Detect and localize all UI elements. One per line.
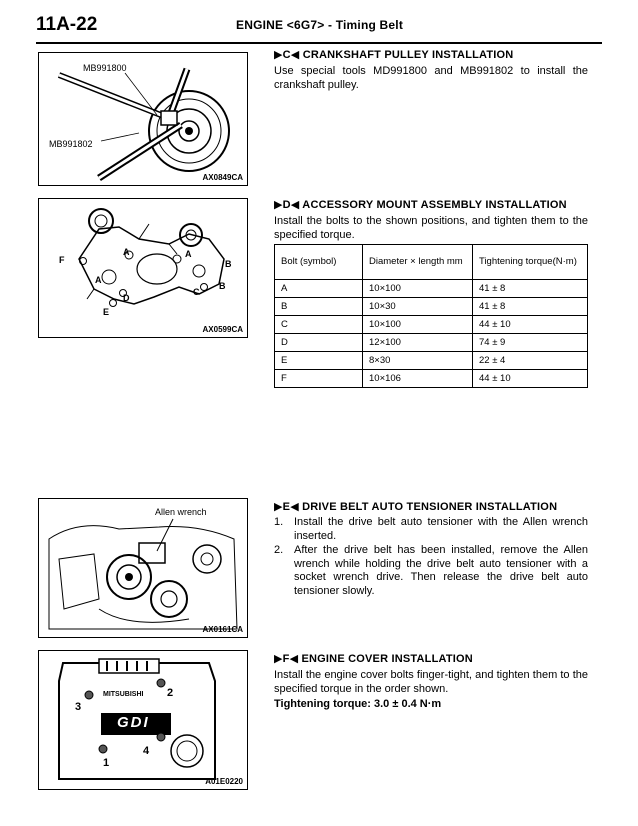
column-header-bolt: Bolt (symbol)	[275, 245, 363, 280]
column-header-torque: Tightening torque(N·m)	[473, 245, 588, 280]
step-text: After the drive belt has been installed, remove the Allen wrench while holding the drive belt auto tensioner with a socket wrench drive. Then release the drive belt auto tensioner slowly.	[294, 544, 588, 597]
table-cell: 41 ± 8	[473, 298, 588, 316]
torque-spec: Tightening torque: 3.0 ± 0.4 N·m	[274, 698, 442, 710]
crankshaft-pulley-illustration	[39, 53, 248, 186]
table-cell: 74 ± 9	[473, 334, 588, 352]
crankshaft-pulley-figure	[38, 52, 248, 186]
table-cell: 44 ± 10	[473, 316, 588, 334]
step-number: 2.	[274, 544, 284, 556]
torque-table	[274, 244, 588, 388]
table-row	[275, 334, 588, 352]
bolt-letter-b: B	[225, 259, 232, 269]
tensioner-illustration	[39, 499, 248, 638]
step-number: 1.	[274, 516, 284, 528]
table-cell: D	[275, 334, 363, 352]
table-cell: 12×100	[363, 334, 473, 352]
bolt-letter-a: A	[185, 249, 192, 259]
section-e-heading: ▶E◀ DRIVE BELT AUTO TENSIONER INSTALLATION	[274, 501, 558, 513]
section-c-body: Use special tools MD991800 and MB991802 to install the crankshaft pulley.	[274, 65, 588, 91]
section-d-heading: ▶D◀ ACCESSORY MOUNT ASSEMBLY INSTALLATION	[274, 199, 567, 211]
table-cell: 10×100	[363, 316, 473, 334]
table-row	[275, 280, 588, 298]
page-header	[36, 10, 602, 44]
bolt-letter-b: B	[219, 281, 226, 291]
table-cell: A	[275, 280, 363, 298]
gdi-logo: GDI	[117, 714, 150, 731]
step-text: Install the drive belt auto tensioner with the Allen wrench inserted.	[294, 516, 588, 542]
tool-callout-mb991800: MB991800	[83, 63, 127, 73]
table-cell: E	[275, 352, 363, 370]
table-cell: 44 ± 10	[473, 370, 588, 388]
bolt-letter-a: A	[95, 275, 102, 285]
bolt-letter-a: A	[123, 247, 130, 257]
tighten-order-4: 4	[143, 745, 150, 757]
section-f-body: Install the engine cover bolts finger-tight, and tighten them to the specified torque in the order shown.	[274, 669, 588, 695]
tighten-order-3: 3	[75, 701, 82, 713]
table-cell: 22 ± 4	[473, 352, 588, 370]
bolt-letter-c: C	[193, 287, 200, 297]
list-item	[274, 544, 588, 598]
figure-code: A01E0220	[205, 777, 243, 786]
section-e-steps	[274, 516, 588, 599]
table-cell: 8×30	[363, 352, 473, 370]
table-row	[275, 370, 588, 388]
figure-code: AX0849CA	[202, 173, 243, 182]
section-c-heading: ▶C◀ CRANKSHAFT PULLEY INSTALLATION	[274, 49, 514, 61]
section-d-body: Install the bolts to the shown positions, and tighten them to the specified torque.	[274, 215, 588, 241]
table-cell: B	[275, 298, 363, 316]
allen-wrench-callout: Allen wrench	[155, 507, 207, 517]
accessory-mount-figure	[38, 198, 248, 338]
table-cell: 10×30	[363, 298, 473, 316]
accessory-mount-illustration	[39, 199, 248, 338]
table-row	[275, 316, 588, 334]
table-row	[275, 352, 588, 370]
table-cell: C	[275, 316, 363, 334]
table-cell: 10×106	[363, 370, 473, 388]
table-header-row	[275, 245, 588, 280]
column-header-size: Diameter × length mm	[363, 245, 473, 280]
tighten-order-1: 1	[103, 757, 110, 769]
tighten-order-2: 2	[167, 687, 174, 699]
bolt-letter-f: F	[59, 255, 65, 265]
table-row	[275, 298, 588, 316]
section-f-heading: ▶F◀ ENGINE COVER INSTALLATION	[274, 653, 473, 665]
bolt-letter-d: D	[123, 293, 130, 303]
brand-label: MITSUBISHI	[103, 691, 144, 698]
page-number: 11A-22	[36, 14, 98, 35]
table-cell: 41 ± 8	[473, 280, 588, 298]
tool-callout-mb991802: MB991802	[49, 139, 93, 149]
engine-cover-figure	[38, 650, 248, 790]
tensioner-figure	[38, 498, 248, 638]
figure-code: AX0599CA	[202, 325, 243, 334]
table-cell: 10×100	[363, 280, 473, 298]
bolt-letter-e: E	[103, 307, 110, 317]
list-item	[274, 516, 588, 543]
figure-code: AX0161CA	[202, 625, 243, 634]
table-cell: F	[275, 370, 363, 388]
page-title: ENGINE <6G7> - Timing Belt	[236, 18, 404, 32]
